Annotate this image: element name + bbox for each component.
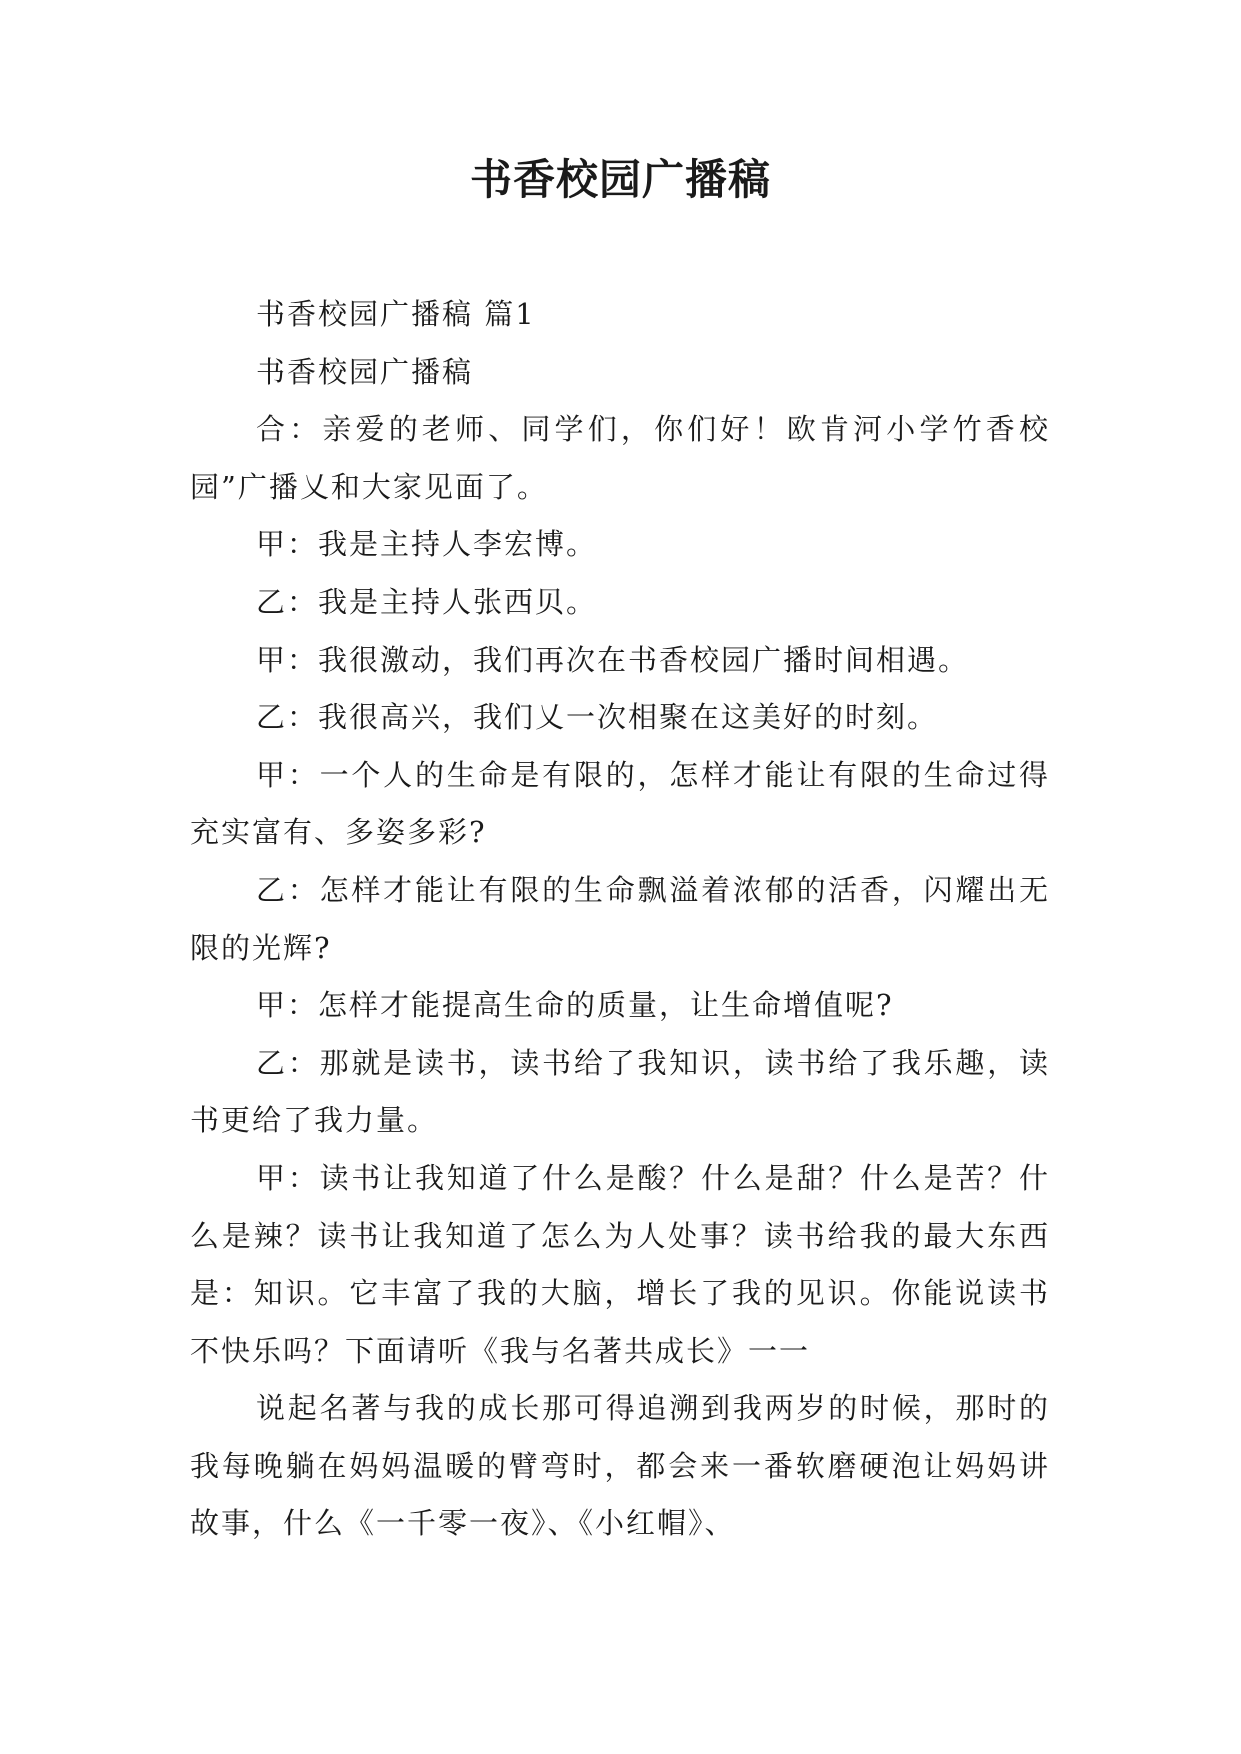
subheading: 书香校园广播稿	[256, 354, 474, 389]
page-title: 书香校园广播稿	[469, 155, 771, 204]
paragraph: 乙：我是主持人张西贝。	[256, 584, 598, 619]
section-heading: 书香校园广播稿 篇1	[256, 297, 536, 331]
paragraph: 甲：一个人的生命是有限的，怎样才能让有限的生命过得充实富有、多姿多彩?	[190, 757, 1050, 850]
paragraph: 甲：读书让我知道了什么是酸？什么是甜？什么是苦？什么是辣？读书让我知道了怎么为人处事？读书给我的最大东西是：知识。它丰富了我的大脑，增长了我的见识。你能说读书不快乐吗？下面请听《我与名著共成长》一一	[190, 1160, 1050, 1368]
paragraph: 乙：那就是读书，读书给了我知识，读书给了我乐趣，读书更给了我力量。	[190, 1045, 1050, 1138]
paragraph: 甲：我很激动，我们再次在书香校园广播时间相遇。	[256, 642, 970, 677]
paragraph: 甲：怎样才能提高生命的质量，让生命增值呢?	[256, 988, 894, 1023]
paragraph: 合：亲爱的老师、同学们，你们好！欧肯河小学竹香校园”广播乂和大家见面了。	[190, 412, 1050, 504]
paragraph: 说起名著与我的成长那可得追溯到我两岁的时候，那时的我每晚躺在妈妈温暖的臂弯时，都会来一番软磨硬泡让妈妈讲故事，什么《一千零一夜》、《小红帽》、	[190, 1391, 1050, 1541]
paragraph: 乙：我很高兴，我们乂一次相聚在这美好的时刻。	[256, 700, 939, 735]
paragraph: 甲：我是主持人李宏博。	[256, 527, 598, 562]
document-body	[190, 286, 1050, 1553]
paragraph: 乙：怎样才能让有限的生命飘溢着浓郁的活香，闪耀出无限的光辉?	[190, 872, 1050, 965]
